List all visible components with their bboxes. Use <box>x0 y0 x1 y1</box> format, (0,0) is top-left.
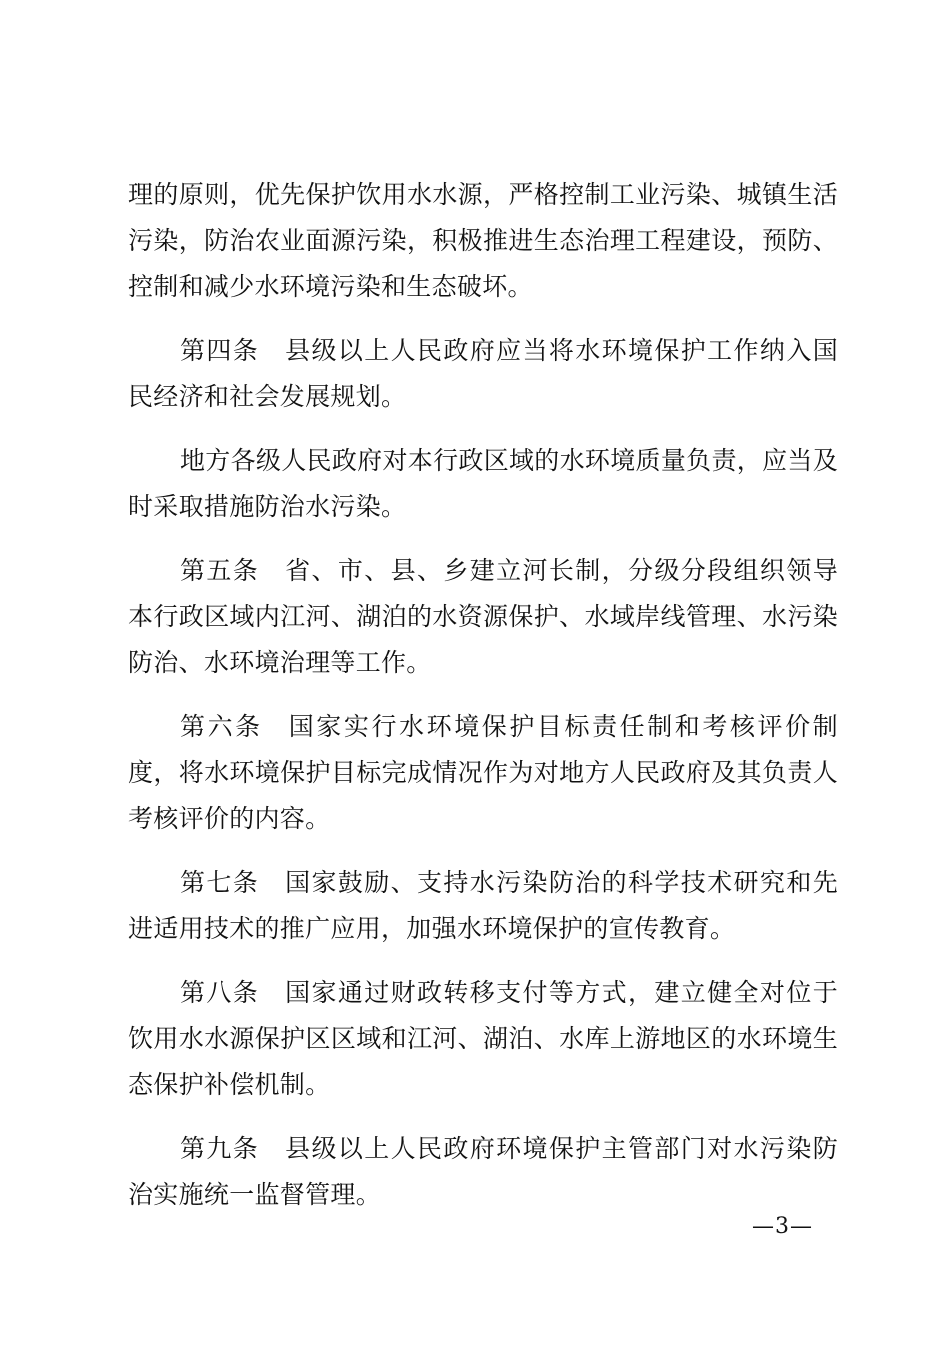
paragraph-text: 县级以上人民政府应当将水环境保护工作纳入国民经济和社会发展规划。 <box>128 336 838 411</box>
paragraph-text: 国家实行水环境保护目标责任制和考核评价制度，将水环境保护目标完成情况作为对地方人民政府及其负责人考核评价的内容。 <box>128 712 838 833</box>
article-5 <box>128 548 838 686</box>
paragraph-text: 县级以上人民政府环境保护主管部门对水污染防治实施统一监督管理。 <box>128 1134 838 1209</box>
paragraph-text: 国家鼓励、支持水污染防治的科学技术研究和先进适用技术的推广应用，加强水环境保护的宣传教育。 <box>128 868 838 943</box>
paragraph-continuation <box>128 172 838 310</box>
article-number: 第八条 <box>180 978 260 1007</box>
article-4 <box>128 328 838 420</box>
paragraph-text: 国家通过财政转移支付等方式，建立健全对位于饮用水水源保护区区域和江河、湖泊、水库上游地区的水环境生态保护补偿机制。 <box>128 978 838 1099</box>
paragraph-text: 地方各级人民政府对本行政区域的水环境质量负责，应当及时采取措施防治水污染。 <box>128 446 838 521</box>
article-number: 第七条 <box>180 868 260 897</box>
article-number: 第五条 <box>180 556 260 585</box>
document-body <box>128 172 838 1236</box>
article-number: 第九条 <box>180 1134 260 1163</box>
article-number: 第六条 <box>180 712 263 741</box>
paragraph-local-government <box>128 438 838 530</box>
article-9 <box>128 1126 838 1218</box>
article-6 <box>128 704 838 842</box>
article-number: 第四条 <box>180 336 260 365</box>
article-8 <box>128 970 838 1108</box>
article-7 <box>128 860 838 952</box>
page-number: —3— <box>752 1214 813 1239</box>
paragraph-text: 理的原则，优先保护饮用水水源，严格控制工业污染、城镇生活污染，防治农业面源污染，积极推进生态治理工程建设，预防、控制和减少水环境污染和生态破坏。 <box>128 180 838 301</box>
paragraph-text: 省、市、县、乡建立河长制，分级分段组织领导本行政区域内江河、湖泊的水资源保护、水域岸线管理、水污染防治、水环境治理等工作。 <box>128 556 838 677</box>
